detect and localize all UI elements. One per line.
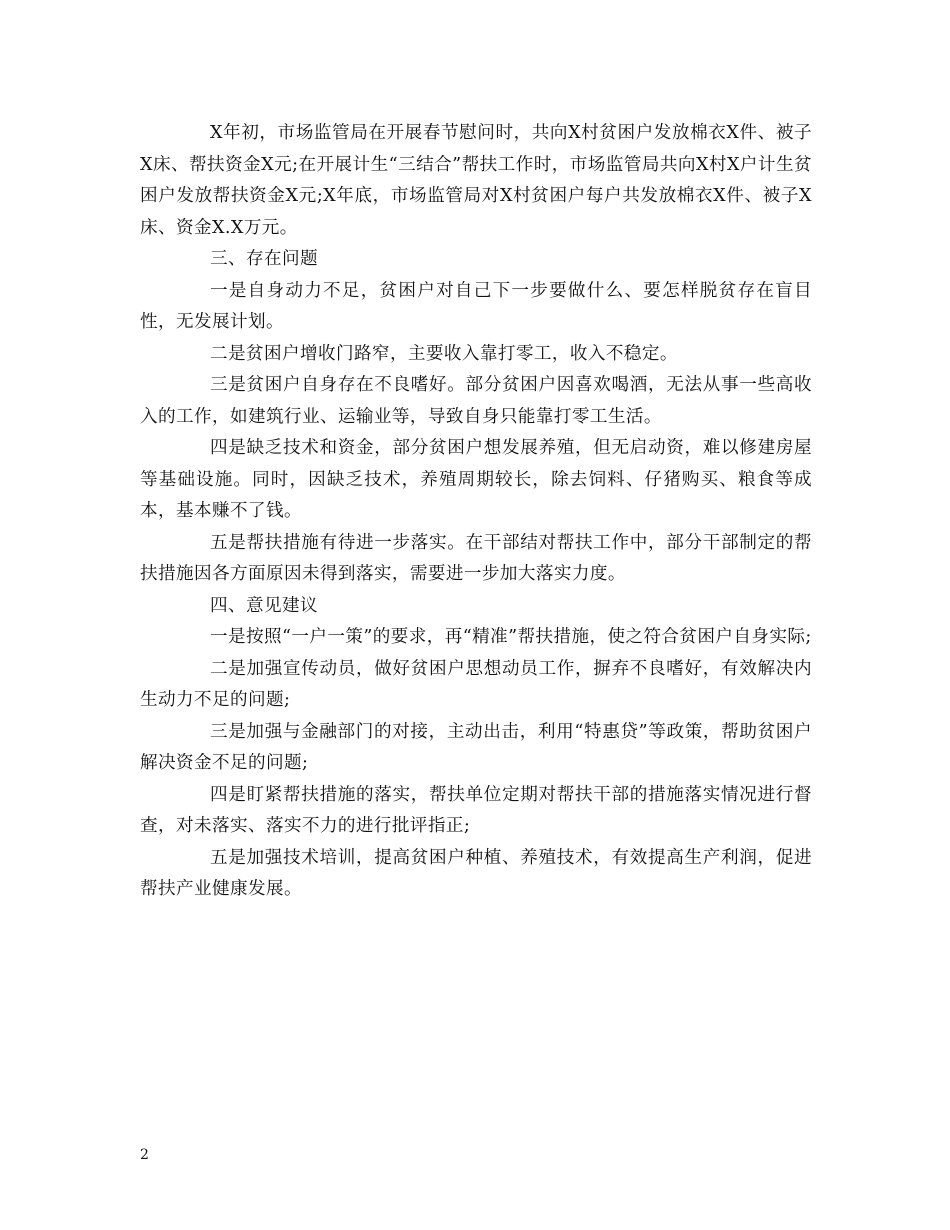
- paragraph-problem-4: 四是缺乏技术和资金，部分贫困户想发展养殖，但无启动资，难以修建房屋等基础设施。同时，因缺乏技术，养殖周期较长，除去饲料、仔猪购买、粮食等成本，基本赚不了钱。: [140, 438, 812, 521]
- paragraph-problem-1: 一是自身动力不足，贫困户对自己下一步要做什么、要怎样脱贫存在盲目性，无发展计划。: [140, 280, 812, 332]
- paragraph-suggestion-3: 三是加强与金融部门的对接，主动出击，利用“特惠贷”等政策，帮助贫困户解决资金不足的问题;: [140, 721, 812, 773]
- paragraph-suggestion-1: 一是按照“一户一策”的要求，再“精准”帮扶措施，使之符合贫困户自身实际;: [210, 627, 812, 647]
- paragraph-problem-2: 二是贫困户增收门路窄，主要收入靠打零工，收入不稳定。: [210, 343, 678, 364]
- paragraph-suggestion-2: 二是加强宣传动员，做好贫困户思想动员工作，摒弃不良嗜好，有效解决内生动力不足的问题;: [140, 658, 812, 710]
- paragraph-suggestion-4: 四是盯紧帮扶措施的落实，帮扶单位定期对帮扶干部的措施落实情况进行督查，对未落实、落实不力的进行批评指正;: [140, 784, 812, 836]
- paragraph-aid-distribution: X年初，市场监管局在开展春节慰问时，共向X村贫困户发放棉衣X件、被子X床、帮扶资金X元;在开展计生“三结合”帮扶工作时，市场监管局共向X村X户计生贫困户发放帮扶资金X元;X年底，市场监管局对X村贫困户每户共发放棉衣X件、被子X床、资金X.X万元。: [140, 123, 812, 238]
- paragraph-problem-3: 三是贫困户自身存在不良嗜好。部分贫困户因喜欢喝酒，无法从事一些高收入的工作，如建筑行业、运输业等，导致自身只能靠打零工生活。: [140, 375, 812, 427]
- paragraph-suggestion-5: 五是加强技术培训，提高贫困户种植、养殖技术，有效提高生产利润，促进帮扶产业健康发展。: [140, 847, 812, 899]
- document-body: [140, 118, 812, 906]
- section-heading-problems: 三、存在问题: [210, 249, 318, 269]
- page-number: 2: [140, 1147, 149, 1163]
- paragraph-problem-5: 五是帮扶措施有待进一步落实。在干部结对帮扶工作中，部分干部制定的帮扶措施因各方面原因未得到落实，需要进一步加大落实力度。: [140, 532, 812, 584]
- section-heading-suggestions: 四、意见建议: [210, 595, 318, 616]
